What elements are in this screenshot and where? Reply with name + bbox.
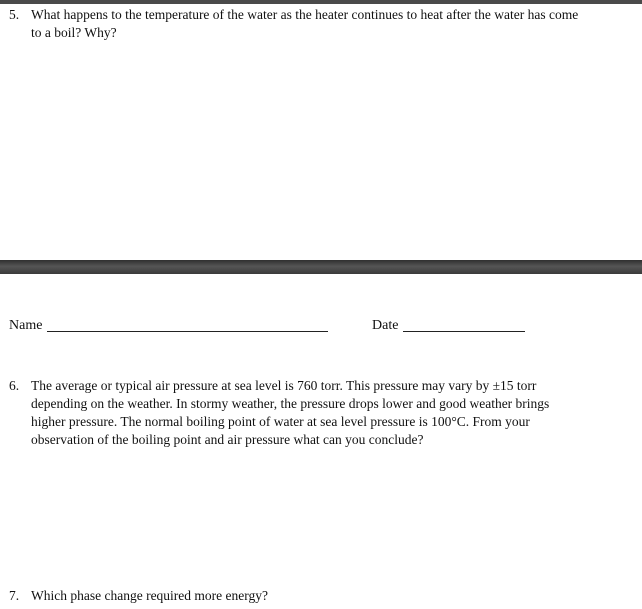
question-6-number: 6. [9,378,20,393]
question-6-line: The average or typical air pressure at sea level is 760 torr. This pressure may vary by ±15 torr [31,378,537,393]
question-5-text [31,6,578,42]
name-field-line[interactable] [47,331,328,332]
question-5-line: What happens to the temperature of the water as the heater continues to heat after the water has come [31,7,579,22]
page-top-edge [0,0,642,4]
name-label: Name [9,318,43,333]
question-6-line: depending on the weather. In stormy weather, the pressure drops lower and good weather brings [31,396,550,411]
question-6-text [31,377,549,449]
question-5-line: to a boil? Why? [31,25,117,40]
question-5-number: 5. [9,7,20,22]
date-label: Date [372,318,399,333]
question-6-line: higher pressure. The normal boiling point of water at sea level pressure is 100°C. From your [31,414,530,429]
date-field-line[interactable] [403,331,525,332]
question-7-text [31,587,268,605]
page-separator [0,260,642,274]
question-6-line: observation of the boiling point and air pressure what can you conclude? [31,432,424,447]
question-7-line: Which phase change required more energy? [31,588,269,603]
question-7-number: 7. [9,588,20,603]
